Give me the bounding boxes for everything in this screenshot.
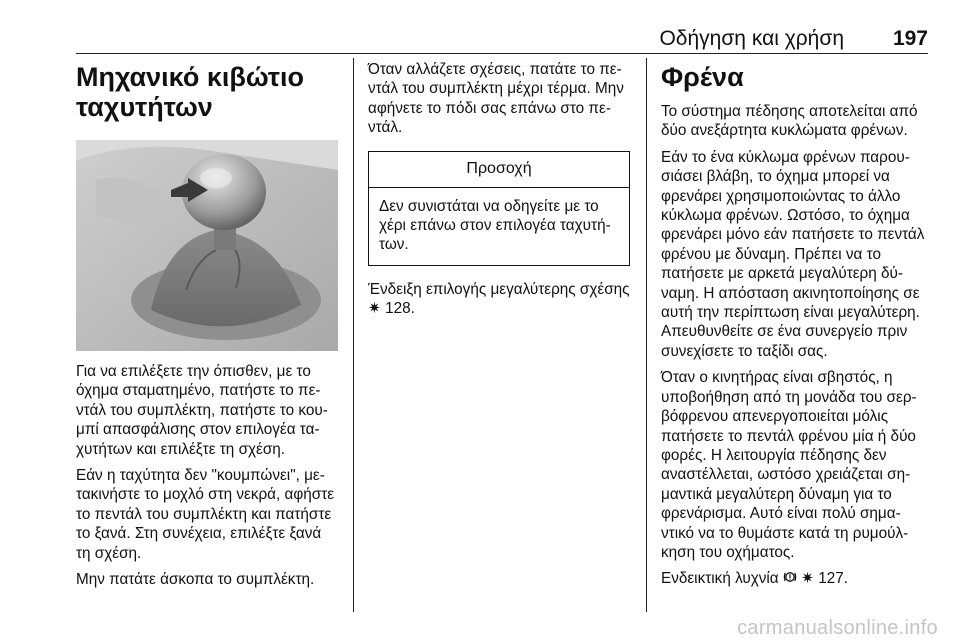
paragraph: Όταν αλλάζετε σχέσεις, πατάτε το πεντάλ του συμπλέκτη μέχρι τέρμα. Μην αφήνετε το πόδι σας επάνω στο πεντάλ. <box>368 61 624 137</box>
page-reference-arrow-icon: ✷ <box>801 570 814 588</box>
heading-brakes: Φρένα <box>661 62 744 92</box>
reference-text: Ενδεικτική λυχνία <box>661 570 779 588</box>
column-3 <box>661 60 926 596</box>
reference-paragraph <box>368 280 630 319</box>
page-number: 197 <box>892 27 928 50</box>
column-1-body <box>76 362 340 596</box>
heading-manual-gearbox: Μηχανικό κιβώτιο ταχυτήτων <box>76 62 304 122</box>
caution-title: Προσοχή <box>369 152 629 188</box>
paragraph: Για να επιλέξετε την όπισθεν, με το όχημα σταματημένο, πατήστε το πεντάλ του συμπλέκτη, πατήστε το κουμπί απασφάλισης στον επιλογέα ταχυτήτων και επιλέξτε τη σχέση. <box>76 363 328 458</box>
reference-page: 127. <box>818 570 849 588</box>
paragraph: Εάν το ένα κύκλωμα φρένων παρουσιάσει βλάβη, το όχημα μπορεί να φρενάρει χρησιμοποιώντας το άλλο κύκλωμα φρένων. Ωστόσο, το όχημα φρενάρει μόνο εάν πατήσετε το πεντάλ φρένου με δύναμη. Πρέπει να το πατήσετε με αρκετά μεγαλύτερη δύναμη. Η απόσταση ακινητοποίησης σε αυτή την περίπτωση είναι μεγαλύτερη. Απευθυνθείτε σε ένα συνεργείο πριν συνεχίσετε το ταξίδι σας. <box>661 148 925 360</box>
paragraph: Όταν ο κινητήρας είναι σβηστός, η υποβοήθηση από τη μονάδα του σερβόφρενου απενεργοποιείται μόλις πατήσετε το πεντάλ φρένου μία ή δύο φορές. Η λειτουργία πέδησης δεν αναστέλλεται, ωστόσο χρειάζεται σημαντικά μεγαλύτερη δύναμη για το φρενάρισμα. Αυτό είναι πολύ σημαντικό να το θυμάστε κατά τη ρυμούλκηση του οχήματος. <box>661 369 917 561</box>
reference-page: 128. <box>385 300 415 318</box>
column-divider-2 <box>646 58 647 612</box>
column-2 <box>368 60 630 326</box>
watermark: carmanualsonline.info <box>737 617 938 639</box>
page-header <box>76 26 928 52</box>
paragraph: Μην πατάτε άσκοπα το συμπλέκτη. <box>76 571 315 589</box>
reference-paragraph <box>661 569 926 588</box>
paragraph: Εάν η ταχύτητα δεν "κουμπώνει", μετακινήστε το μοχλό στη νεκρά, αφήστε το πεντάλ του συμπλέκτη και πατήστε το ξανά. Στη συνέχεια, επιλέξτε ξανά τη σχέση. <box>76 467 335 562</box>
brake-warning-icon <box>783 570 797 584</box>
section-title: Οδήγηση και χρήση <box>659 27 844 50</box>
paragraph: Το σύστημα πέδησης αποτελείται από δύο ανεξάρτητα κυκλώματα φρένων. <box>661 103 918 140</box>
caution-body: Δεν συνιστάται να οδηγείτε με το χέρι επάνω στον επιλογέα ταχυτήτων. <box>379 197 611 254</box>
caution-box <box>368 151 630 266</box>
gear-shift-photo <box>76 140 338 351</box>
reference-text: Ένδειξη επιλογής μεγαλύτερης σχέσης <box>368 280 630 298</box>
column-divider-1 <box>353 58 354 612</box>
header-rule <box>76 53 928 54</box>
column-1 <box>76 60 340 122</box>
page-reference-arrow-icon: ✷ <box>368 300 381 318</box>
